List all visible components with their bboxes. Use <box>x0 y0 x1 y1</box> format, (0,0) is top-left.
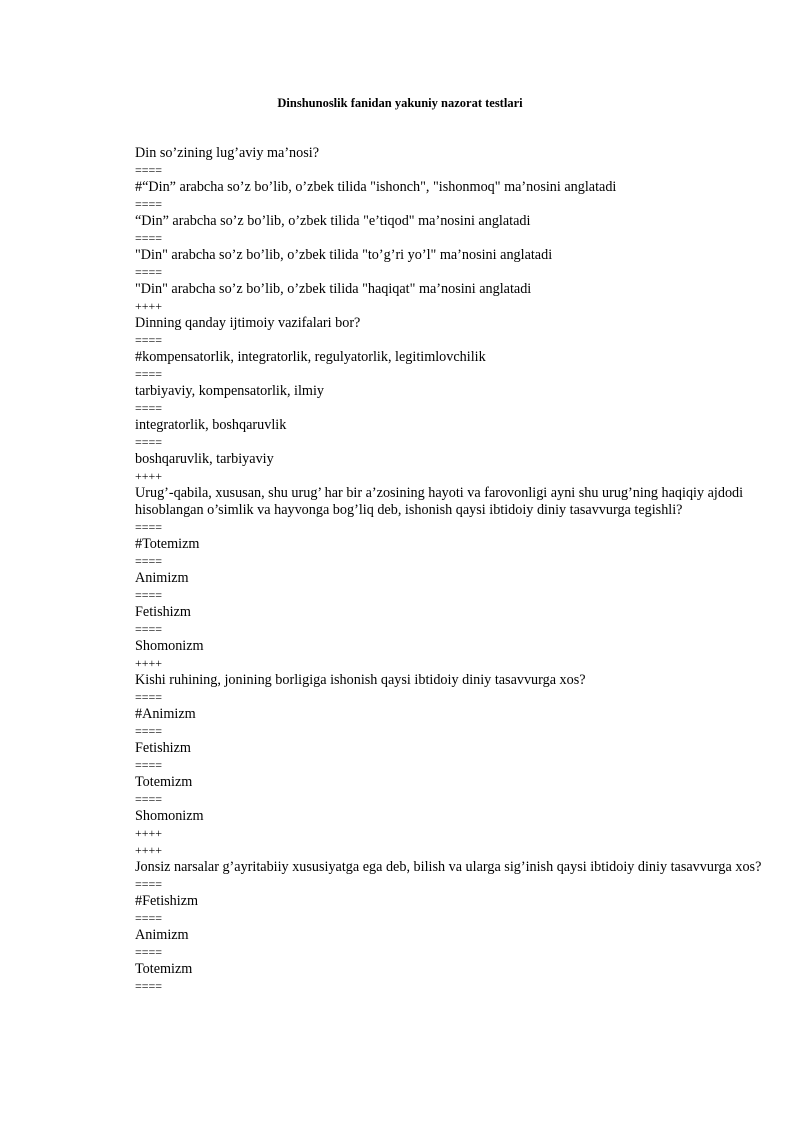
separator: ==== <box>135 690 163 704</box>
separator: ==== <box>135 520 163 534</box>
answer-option: Animizm <box>135 927 189 943</box>
separator: ==== <box>135 265 163 279</box>
question-text: Urug’-qabila, xususan, shu urug’ har bir a’zosining hayoti va farovonligi ayni shu urug’ning haqiqiy ajdodi hisoblangan o’simlik va hayvonga bog’liq deb, ishonish qaysi ibtidoiy diniy tasavvurga tegishli? <box>135 485 744 518</box>
answer-option: Fetishizm <box>135 604 191 620</box>
answer-option: Animizm <box>135 570 189 586</box>
separator: ==== <box>135 979 163 993</box>
answer-option: tarbiyaviy, kompensatorlik, ilmiy <box>135 383 325 399</box>
question-text: Din so’zining lug’aviy ma’nosi? <box>135 145 320 161</box>
answer-correct: #“Din” arabcha so’z bo’lib, o’zbek tilida "ishonch", "ishonmoq" ma’nosini anglatadi <box>135 179 617 195</box>
answer-correct: #Fetishizm <box>135 893 199 909</box>
separator: ==== <box>135 945 163 959</box>
question-text: Dinning qanday ijtimoiy vazifalari bor? <box>135 315 361 331</box>
separator: ==== <box>135 401 163 415</box>
answer-option: Totemizm <box>135 961 193 977</box>
answer-option: boshqaruvlik, tarbiyaviy <box>135 451 274 467</box>
separator: ==== <box>135 911 163 925</box>
separator: ==== <box>135 588 163 602</box>
separator: ==== <box>135 163 163 177</box>
answer-option: Shomonizm <box>135 808 204 824</box>
answer-option: Shomonizm <box>135 638 204 654</box>
separator: ==== <box>135 554 163 568</box>
separator: ==== <box>135 724 163 738</box>
question-separator: ++++ <box>135 826 163 840</box>
separator: ==== <box>135 197 163 211</box>
answer-option: "Din" arabcha so’z bo’lib, o’zbek tilida "haqiqat" ma’nosini anglatadi <box>135 281 532 297</box>
separator: ==== <box>135 367 163 381</box>
page-title: Dinshunoslik fanidan yakuniy nazorat testlari <box>277 96 523 110</box>
separator: ==== <box>135 435 163 449</box>
separator: ==== <box>135 231 163 245</box>
separator: ==== <box>135 877 163 891</box>
question-separator: ++++ <box>135 843 163 857</box>
separator: ==== <box>135 758 163 772</box>
answer-option: integratorlik, boshqaruvlik <box>135 417 287 433</box>
separator: ==== <box>135 792 163 806</box>
answer-correct: #Totemizm <box>135 536 200 552</box>
answer-correct: #kompensatorlik, integratorlik, regulyatorlik, legitimlovchilik <box>135 349 486 365</box>
answer-option: Totemizm <box>135 774 193 790</box>
separator: ==== <box>135 333 163 347</box>
question-separator: ++++ <box>135 299 163 313</box>
question-separator: ++++ <box>135 469 163 483</box>
question-text: Jonsiz narsalar g’ayritabiiy xususiyatga ega deb, bilish va ularga sig’inish qaysi ibtidoiy diniy tasavvurga xos? <box>135 859 762 875</box>
answer-option: Fetishizm <box>135 740 191 756</box>
answer-option: "Din" arabcha so’z bo’lib, o’zbek tilida "to’g’ri yo’l" ma’nosini anglatadi <box>135 247 553 263</box>
question-separator: ++++ <box>135 656 163 670</box>
answer-option: “Din” arabcha so’z bo’lib, o’zbek tilida "e’tiqod" ma’nosini anglatadi <box>135 213 531 229</box>
separator: ==== <box>135 622 163 636</box>
question-text: Kishi ruhining, jonining borligiga ishonish qaysi ibtidoiy diniy tasavvurga xos? <box>135 672 586 688</box>
document-body <box>135 145 775 995</box>
answer-correct: #Animizm <box>135 706 196 722</box>
